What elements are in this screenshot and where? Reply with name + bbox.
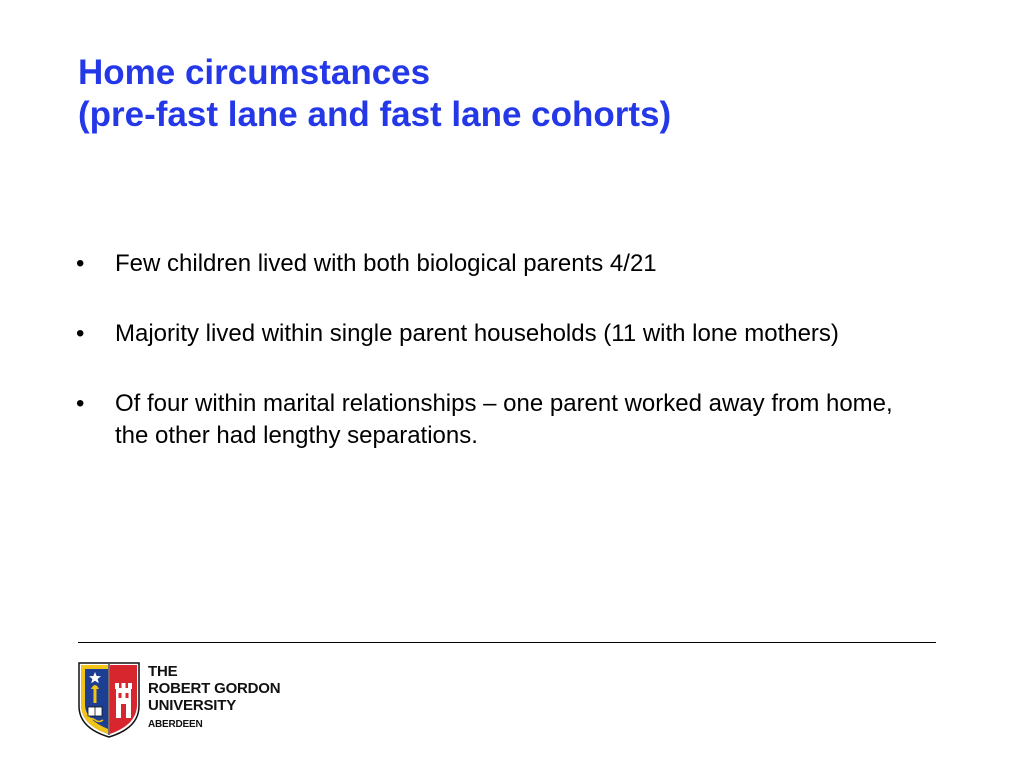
university-logo [78, 662, 318, 742]
bullet-list [76, 248, 916, 452]
logo-line-university: UNIVERSITY [148, 697, 237, 714]
slide-title [78, 52, 978, 136]
logo-line-the: THE [148, 663, 178, 680]
bullet-text: Few children lived with both biological parents 4/21 [115, 250, 657, 277]
shield-crest-icon [78, 662, 140, 738]
bullet-item [76, 318, 916, 350]
bullet-marker: • [76, 250, 85, 277]
footer-divider [78, 642, 936, 643]
university-name [148, 663, 280, 732]
logo-line-aberdeen: ABERDEEN [148, 719, 203, 730]
bullet-item [76, 388, 916, 452]
bullet-marker: • [76, 320, 85, 347]
bullet-text: Majority lived within single parent households (11 with lone mothers) [115, 320, 839, 347]
bullet-marker: • [76, 390, 85, 417]
bullet-text: Of four within marital relationships – one parent worked away from home, the other had lengthy separations. [115, 390, 893, 449]
title-line-1: Home circumstances [78, 53, 431, 92]
title-line-2: (pre-fast lane and fast lane cohorts) [78, 95, 672, 134]
logo-line-robert-gordon: ROBERT GORDON [148, 680, 281, 697]
bullet-item [76, 248, 916, 280]
